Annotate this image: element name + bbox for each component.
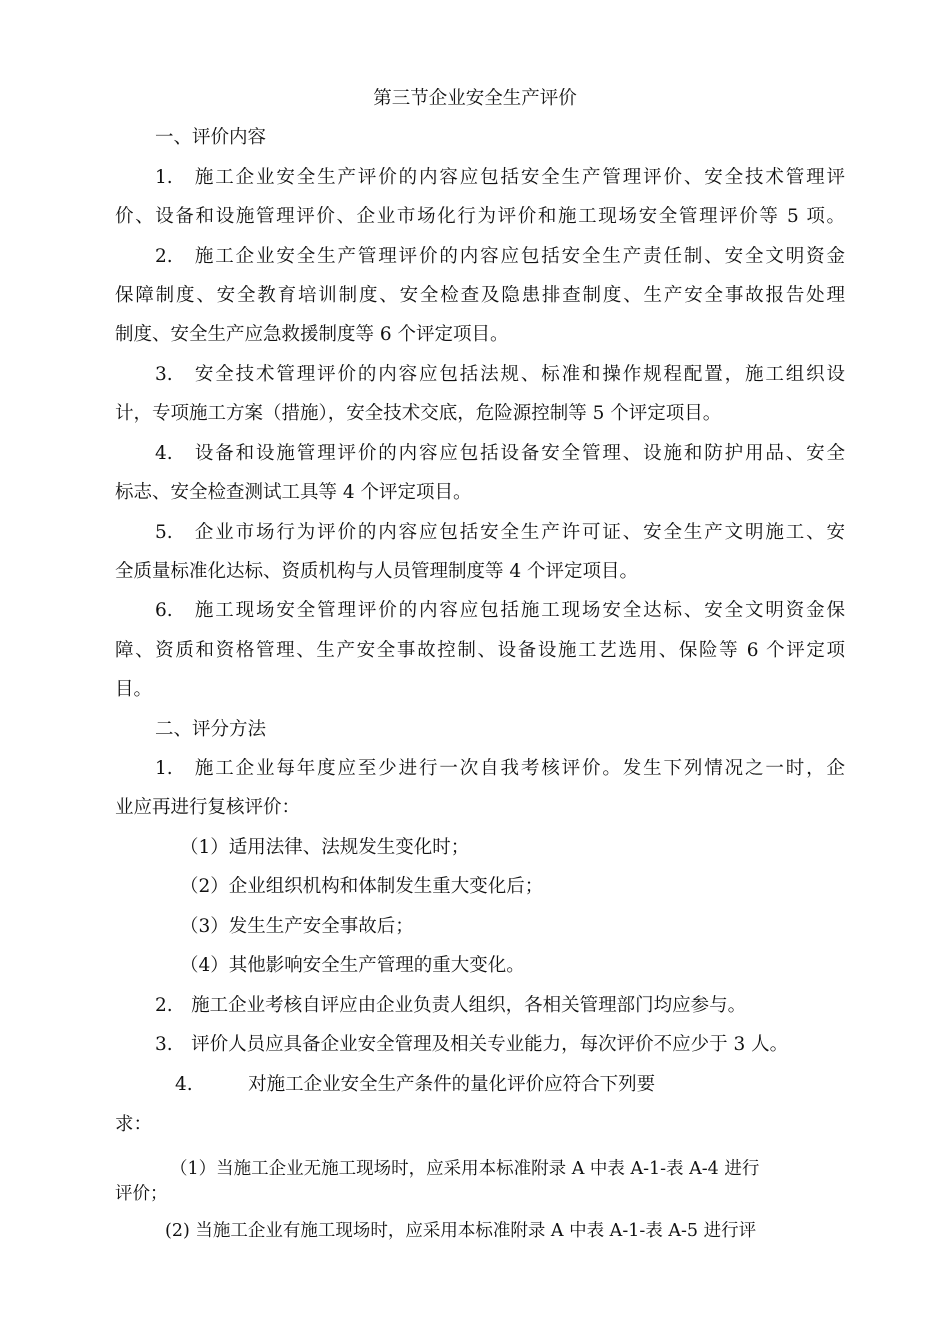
heading-evaluation-content: 一、评价内容 [155,127,267,148]
list-item: （3）发生生产安全事故后； [180,916,414,937]
paragraph-line: 制度、安全生产应急救援制度等 6 个评定项目。 [115,324,509,345]
paragraph-line: 2. 施工企业考核自评应由企业负责人组织，各相关管理部门均应参与。 [155,995,747,1016]
paragraph-line: 计，专项施工方案（措施），安全技术交底，危险源控制等 5 个评定项目。 [115,403,722,424]
paragraph-line: 4. 设备和设施管理评价的内容应包括设备安全管理、设施和防护用品、安全 [155,443,845,464]
list-item: （1）适用法律、法规发生变化时； [180,837,470,858]
section-title: 第三节企业安全生产评价 [373,88,577,109]
paragraph-line: 求： [115,1114,153,1135]
paragraph-line: 标志、安全检查测试工具等 4 个评定项目。 [115,482,472,503]
paragraph-line: 2. 施工企业安全生产管理评价的内容应包括安全生产责任制、安全文明资金 [155,246,845,267]
paragraph-line: 价、设备和设施管理评价、企业市场化行为评价和施工现场安全管理评价等 5 项。 [115,206,845,227]
list-item: (2) 当施工企业有施工现场时，应采用本标准附录 A 中表 A-1-表 A-5 进行评 [165,1221,757,1241]
list-item: （4）其他影响安全生产管理的重大变化。 [180,955,525,976]
paragraph-line: 4. 对施工企业安全生产条件的量化评价应符合下列要 [175,1074,656,1095]
list-item: （1）当施工企业无施工现场时，应采用本标准附录 A 中表 A-1-表 A-4 进行 [170,1159,760,1179]
paragraph-line: 3. 评价人员应具备企业安全管理及相关专业能力，每次评价不应少于 3 人。 [155,1034,789,1055]
heading-scoring-method: 二、评分方法 [155,719,267,740]
paragraph-line: 评价； [115,1184,168,1204]
list-item: （2）企业组织机构和体制发生重大变化后； [180,876,544,897]
paragraph-line: 保障制度、安全教育培训制度、安全检查及隐患排查制度、生产安全事故报告处理 [115,285,845,306]
paragraph-line: 5. 企业市场行为评价的内容应包括安全生产许可证、安全生产文明施工、安 [155,522,845,543]
paragraph-line: 6. 施工现场安全管理评价的内容应包括施工现场安全达标、安全文明资金保 [155,600,845,621]
paragraph-line: 业应再进行复核评价： [115,797,301,818]
paragraph-line: 1. 施工企业安全生产评价的内容应包括安全生产管理评价、安全技术管理评 [155,167,845,188]
paragraph-line: 全质量标准化达标、资质机构与人员管理制度等 4 个评定项目。 [115,561,639,582]
paragraph-line: 障、资质和资格管理、生产安全事故控制、设备设施工艺选用、保险等 6 个评定项 [115,640,845,661]
paragraph-line: 3. 安全技术管理评价的内容应包括法规、标准和操作规程配置，施工组织设 [155,364,845,385]
paragraph-line: 1. 施工企业每年度应至少进行一次自我考核评价。发生下列情况之一时，企 [155,758,845,779]
paragraph-line: 目。 [115,679,153,700]
